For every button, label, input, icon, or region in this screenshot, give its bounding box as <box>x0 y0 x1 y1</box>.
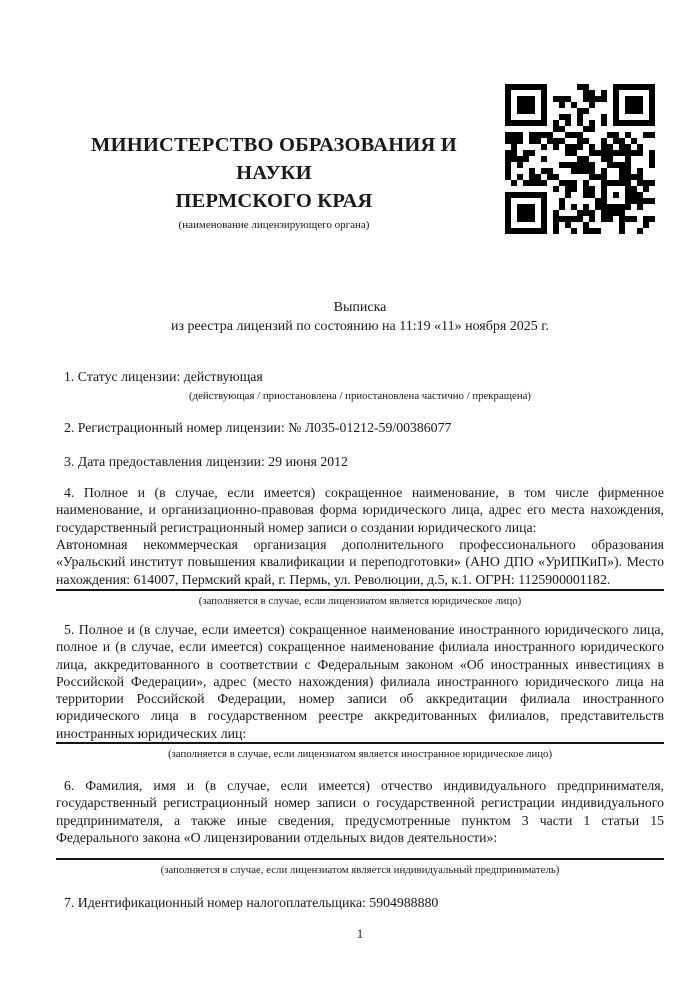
legal-entity-caption: (заполняется в случае, если лицензиатом является юридическое лицо) <box>198 595 522 607</box>
foreign-entity-fill-rule <box>56 742 664 744</box>
entrepreneur-paragraph: 6. Фамилия, имя и (в случае, если имеется) отчество индивидуального предпринимателя, государственный регистрационный номер записи о государственной регистрации индивидуального предпринимателя, а также иные сведения, предусмотренные пунктом 3 части 1 статьи 15 Федерального закона «О лицензировании отдельных видов деятельности»: <box>56 778 664 845</box>
document-title <box>56 299 664 336</box>
authority-name-caption: (наименование лицензирующего органа) <box>178 219 370 231</box>
licensing-authority-header <box>56 131 492 231</box>
entrepreneur-caption: (заполняется в случае, если лицензиатом является индивидуальный предприниматель) <box>160 864 560 876</box>
page-number: 1 <box>356 926 364 941</box>
entrepreneur-fill-rule <box>56 858 664 860</box>
ministry-name-line1: МИНИСТЕРСТВО ОБРАЗОВАНИЯ И НАУКИ <box>91 134 457 184</box>
taxpayer-id-line: 7. Идентификационный номер налогоплательщика: 5904988880 <box>64 895 439 910</box>
legal-entity-paragraph: 4. Полное и (в случае, если имеется) сокращенное наименование, в том числе фирменное наименование, и организационно-правовая форма юридического лица, адрес его места нахождения, государственный регистрационный номер записи о создании юридического лица: <box>56 485 664 535</box>
license-status-options-caption: (действующая / приостановлена / приостановлена частично / прекращена) <box>189 390 531 402</box>
qr-code-icon <box>505 84 655 234</box>
license-registration-number-line: 2. Регистрационный номер лицензии: № Л035-01212-59/00386077 <box>64 420 452 435</box>
license-grant-date-line: 3. Дата предоставления лицензии: 29 июня 2012 <box>64 454 348 469</box>
license-status-line: 1. Статус лицензии: действующая <box>64 369 263 384</box>
document-title-line2: из реестра лицензий по состоянию на 11:19 «11» ноября 2025 г. <box>171 318 549 334</box>
foreign-entity-caption: (заполняется в случае, если лицензиатом является иностранное юридическое лицо) <box>167 748 553 760</box>
legal-entity-value: Автономная некоммерческая организация дополнительного профессионального образования «Уральский институт повышения квалификации и переподготовки» (АНО ДПО «УрИПКиП»). Место нахождения: 614007, Пермский край, г. Пермь, ул. Революции, д.5, к.1. ОГРН: 1125900001182. <box>56 537 664 587</box>
foreign-entity-paragraph: 5. Полное и (в случае, если имеется) сокращенное наименование иностранного юридического лица, полное и (в случае, если имеется) сокращенное наименование филиала иностранного юридического лица, аккредитованного в соответствии с Федеральным законом «Об иностранных инвестициях в Российской Федерации», адрес (место нахождения) филиала иностранного юридического лица на территории Российской Федерации, номер записи об аккредитации филиала иностранного юридического лица в государственном реестре аккредитованных филиалов, представительств иностранных юридических лиц: <box>56 622 664 741</box>
legal-entity-fill-rule <box>56 589 664 591</box>
document-title-line1: Выписка <box>333 300 387 315</box>
ministry-name-line2: ПЕРМСКОГО КРАЯ <box>175 190 373 212</box>
